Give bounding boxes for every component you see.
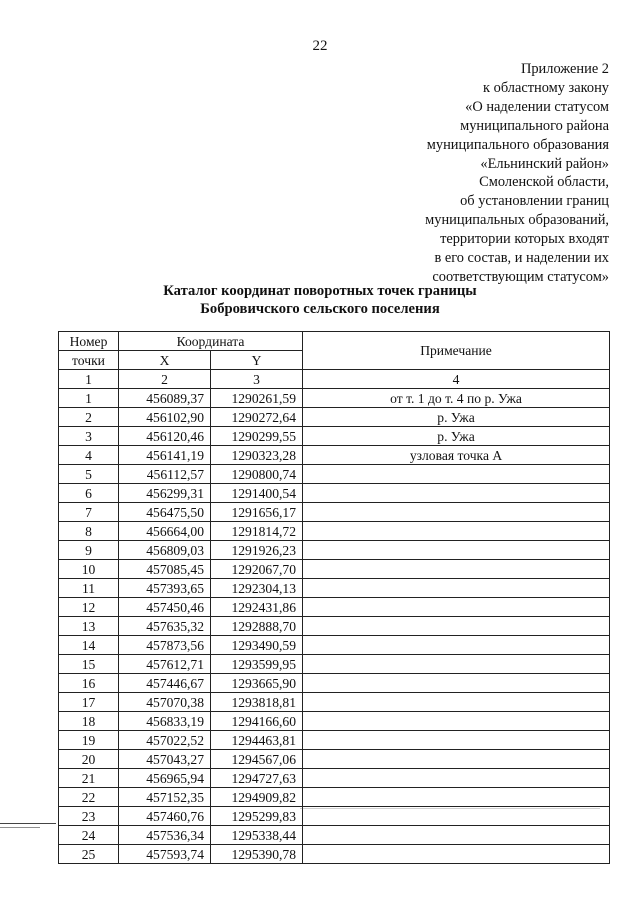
- x-coordinate-cell: 456299,31: [119, 484, 211, 503]
- table-row: [59, 826, 610, 845]
- table-row: [59, 636, 610, 655]
- catalog-title: [0, 282, 640, 318]
- note-cell: р. Ужа: [303, 427, 610, 446]
- y-coordinate-cell: 1290800,74: [211, 465, 303, 484]
- note-cell: [303, 503, 610, 522]
- point-number-cell: 24: [59, 826, 119, 845]
- x-coordinate-cell: 456102,90: [119, 408, 211, 427]
- x-header: X: [119, 351, 211, 370]
- number-header-line2: точки: [59, 351, 119, 370]
- x-coordinate-cell: 456965,94: [119, 769, 211, 788]
- column-number: 2: [119, 370, 211, 389]
- table-row: [59, 845, 610, 864]
- note-cell: р. Ужа: [303, 408, 610, 427]
- y-coordinate-cell: 1293599,95: [211, 655, 303, 674]
- point-number-cell: 6: [59, 484, 119, 503]
- appendix-line: муниципального района: [460, 117, 609, 134]
- point-number-cell: 10: [59, 560, 119, 579]
- y-coordinate-cell: 1290323,28: [211, 446, 303, 465]
- scan-artifact-line: [0, 823, 56, 824]
- title-line: Каталог координат поворотных точек границы: [163, 283, 477, 299]
- point-number-cell: 25: [59, 845, 119, 864]
- point-number-cell: 4: [59, 446, 119, 465]
- point-number-cell: 16: [59, 674, 119, 693]
- table-row: [59, 731, 610, 750]
- table-row: [59, 750, 610, 769]
- table-row: [59, 427, 610, 446]
- note-cell: [303, 693, 610, 712]
- x-coordinate-cell: 456141,19: [119, 446, 211, 465]
- appendix-line: территории которых входят: [440, 231, 609, 248]
- x-coordinate-cell: 457085,45: [119, 560, 211, 579]
- x-coordinate-cell: 456664,00: [119, 522, 211, 541]
- note-cell: [303, 655, 610, 674]
- column-number: 3: [211, 370, 303, 389]
- y-coordinate-cell: 1291926,23: [211, 541, 303, 560]
- point-number-cell: 17: [59, 693, 119, 712]
- point-number-cell: 18: [59, 712, 119, 731]
- point-number-cell: 8: [59, 522, 119, 541]
- note-cell: [303, 826, 610, 845]
- table-row: [59, 788, 610, 807]
- y-coordinate-cell: 1290272,64: [211, 408, 303, 427]
- x-coordinate-cell: 457593,74: [119, 845, 211, 864]
- y-coordinate-cell: 1292304,13: [211, 579, 303, 598]
- x-coordinate-cell: 457635,32: [119, 617, 211, 636]
- point-number-cell: 12: [59, 598, 119, 617]
- point-number-cell: 14: [59, 636, 119, 655]
- x-coordinate-cell: 456475,50: [119, 503, 211, 522]
- table-row: [59, 598, 610, 617]
- y-coordinate-cell: 1291814,72: [211, 522, 303, 541]
- y-header: Y: [211, 351, 303, 370]
- note-cell: [303, 541, 610, 560]
- y-coordinate-cell: 1295299,83: [211, 807, 303, 826]
- appendix-line: соответствующим статусом»: [432, 268, 609, 285]
- point-number-cell: 23: [59, 807, 119, 826]
- x-coordinate-cell: 456833,19: [119, 712, 211, 731]
- table-row: [59, 560, 610, 579]
- point-number-cell: 20: [59, 750, 119, 769]
- point-number-cell: 19: [59, 731, 119, 750]
- appendix-line: муниципального образования: [426, 136, 609, 153]
- y-coordinate-cell: 1291400,54: [211, 484, 303, 503]
- y-coordinate-cell: 1294909,82: [211, 788, 303, 807]
- table-row: [59, 522, 610, 541]
- number-header-line1: Номер: [69, 333, 108, 349]
- number-header: [59, 332, 119, 351]
- x-coordinate-cell: 457612,71: [119, 655, 211, 674]
- x-coordinate-cell: 457446,67: [119, 674, 211, 693]
- note-cell: [303, 750, 610, 769]
- table-row: [59, 465, 610, 484]
- page-number: 22: [312, 38, 328, 54]
- note-cell: [303, 636, 610, 655]
- appendix-line: об установлении границ: [460, 193, 609, 210]
- y-coordinate-cell: 1292431,86: [211, 598, 303, 617]
- point-number-cell: 5: [59, 465, 119, 484]
- coordinate-header: Координата: [119, 332, 303, 351]
- table-row: [59, 446, 610, 465]
- table-row: [59, 579, 610, 598]
- y-coordinate-cell: 1294727,63: [211, 769, 303, 788]
- note-cell: [303, 484, 610, 503]
- appendix-line: муниципальных образований,: [425, 212, 609, 229]
- note-cell: [303, 845, 610, 864]
- column-number: 1: [59, 370, 119, 389]
- x-coordinate-cell: 457393,65: [119, 579, 211, 598]
- x-coordinate-cell: 457536,34: [119, 826, 211, 845]
- table-row: [59, 617, 610, 636]
- table-row: [59, 484, 610, 503]
- point-number-cell: 3: [59, 427, 119, 446]
- table-row: [59, 503, 610, 522]
- x-coordinate-cell: 457070,38: [119, 693, 211, 712]
- appendix-line: Приложение 2: [520, 61, 609, 77]
- appendix-line: Смоленской области,: [479, 174, 609, 191]
- column-number: 4: [303, 370, 610, 389]
- point-number-cell: 7: [59, 503, 119, 522]
- x-coordinate-cell: 457460,76: [119, 807, 211, 826]
- note-cell: [303, 788, 610, 807]
- x-coordinate-cell: 457022,52: [119, 731, 211, 750]
- table-row: [59, 693, 610, 712]
- table-row: [59, 389, 610, 408]
- appendix-line: «О наделении статусом: [465, 98, 609, 115]
- table-row: [59, 807, 610, 826]
- y-coordinate-cell: 1294463,81: [211, 731, 303, 750]
- title-line: Бобровичского сельского поселения: [200, 301, 440, 317]
- x-coordinate-cell: 456112,57: [119, 465, 211, 484]
- note-cell: [303, 769, 610, 788]
- table-row: [59, 674, 610, 693]
- note-cell: [303, 674, 610, 693]
- x-coordinate-cell: 456089,37: [119, 389, 211, 408]
- table-row: [59, 655, 610, 674]
- point-number-cell: 9: [59, 541, 119, 560]
- x-coordinate-cell: 457450,46: [119, 598, 211, 617]
- y-coordinate-cell: 1290261,59: [211, 389, 303, 408]
- point-number-cell: 1: [59, 389, 119, 408]
- appendix-line: «Ельнинский район»: [480, 155, 609, 172]
- table-row: [59, 769, 610, 788]
- coordinates-table: [58, 331, 610, 864]
- point-number-cell: 21: [59, 769, 119, 788]
- y-coordinate-cell: 1293490,59: [211, 636, 303, 655]
- note-cell: [303, 712, 610, 731]
- note-cell: [303, 617, 610, 636]
- y-coordinate-cell: 1290299,55: [211, 427, 303, 446]
- point-number-cell: 2: [59, 408, 119, 427]
- note-cell: [303, 731, 610, 750]
- note-cell: [303, 560, 610, 579]
- y-coordinate-cell: 1293818,81: [211, 693, 303, 712]
- x-coordinate-cell: 456120,46: [119, 427, 211, 446]
- scan-artifact-line: [300, 808, 600, 809]
- note-cell: [303, 807, 610, 826]
- y-coordinate-cell: 1295390,78: [211, 845, 303, 864]
- scan-artifact-line: [0, 827, 40, 828]
- x-coordinate-cell: 457152,35: [119, 788, 211, 807]
- y-coordinate-cell: 1293665,90: [211, 674, 303, 693]
- table-row: [59, 541, 610, 560]
- point-number-cell: 13: [59, 617, 119, 636]
- x-coordinate-cell: 456809,03: [119, 541, 211, 560]
- note-header: Примечание: [303, 332, 610, 370]
- appendix-line: к областному закону: [483, 79, 609, 96]
- note-cell: [303, 465, 610, 484]
- note-cell: от т. 1 до т. 4 по р. Ужа: [303, 389, 610, 408]
- y-coordinate-cell: 1292888,70: [211, 617, 303, 636]
- table-row: [59, 408, 610, 427]
- appendix-header: [309, 60, 609, 287]
- point-number-cell: 22: [59, 788, 119, 807]
- y-coordinate-cell: 1291656,17: [211, 503, 303, 522]
- note-cell: [303, 579, 610, 598]
- y-coordinate-cell: 1295338,44: [211, 826, 303, 845]
- y-coordinate-cell: 1294166,60: [211, 712, 303, 731]
- note-cell: [303, 522, 610, 541]
- point-number-cell: 11: [59, 579, 119, 598]
- y-coordinate-cell: 1294567,06: [211, 750, 303, 769]
- x-coordinate-cell: 457043,27: [119, 750, 211, 769]
- x-coordinate-cell: 457873,56: [119, 636, 211, 655]
- y-coordinate-cell: 1292067,70: [211, 560, 303, 579]
- appendix-line: в его состав, и наделении их: [434, 250, 609, 267]
- note-cell: [303, 598, 610, 617]
- table-row: [59, 712, 610, 731]
- point-number-cell: 15: [59, 655, 119, 674]
- note-cell: узловая точка А: [303, 446, 610, 465]
